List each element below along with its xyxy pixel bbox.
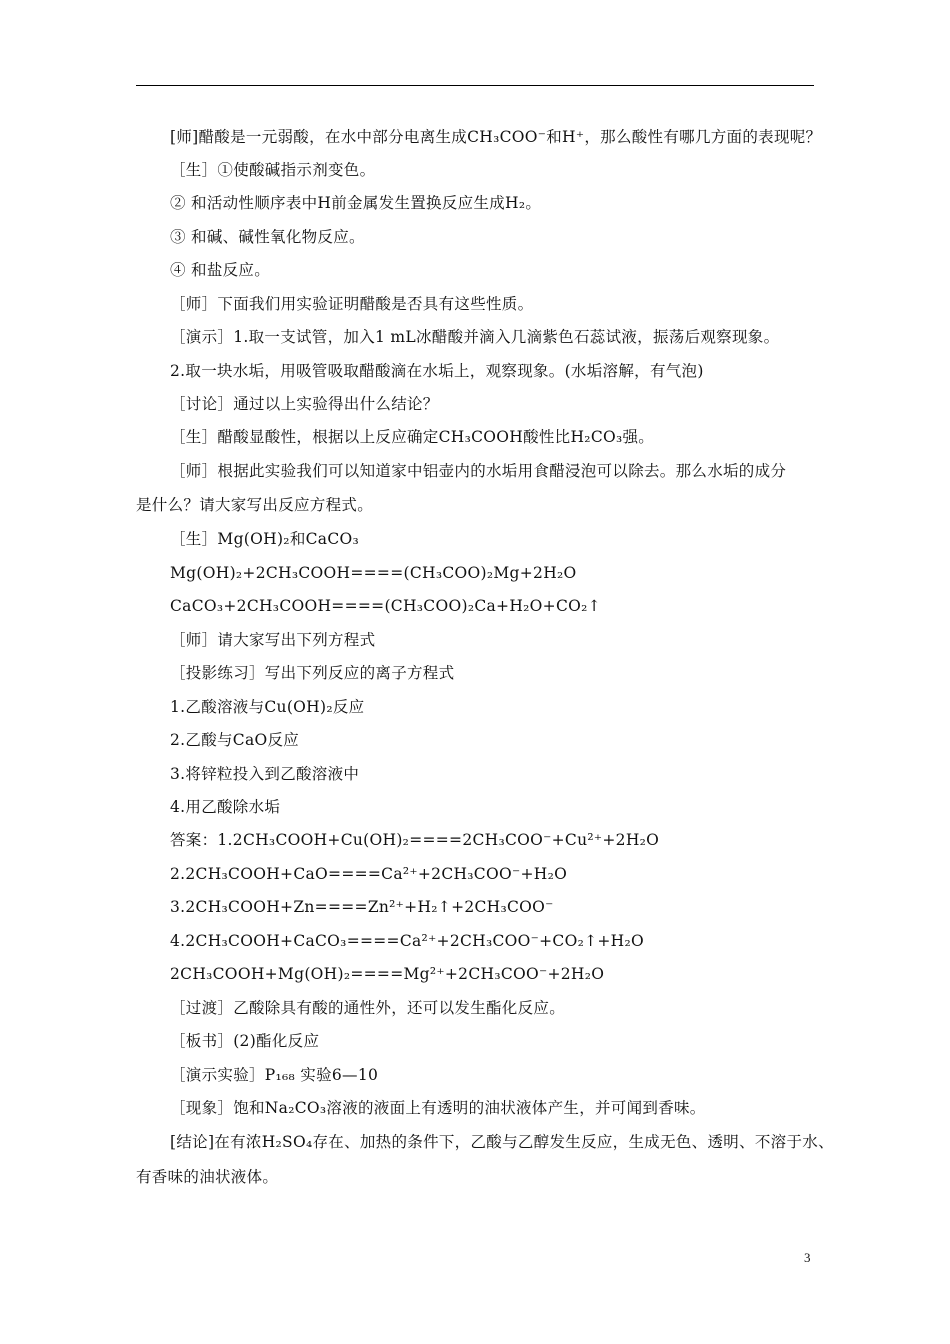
text-line: ［生］醋酸显酸性，根据以上反应确定CH₃COOH酸性比H₂CO₃强。 [170,428,655,446]
header-rule [136,85,814,86]
equation-line: 4.2CH₃COOH+CaCO₃====Ca²⁺+2CH₃COO⁻+CO₂↑+H₂O [170,932,645,950]
text-line: 4.用乙酸除水垢 [170,798,281,816]
equation-line: CaCO₃+2CH₃COOH====(CH₃COO)₂Ca+H₂O+CO₂↑ [170,597,601,615]
text-line: ［生］①使酸碱指示剂变色。 [170,161,376,179]
text-line: ［投影练习］写出下列反应的离子方程式 [170,664,455,682]
text-line: ［师］请大家写出下列方程式 [170,631,376,649]
text-line: 3.将锌粒投入到乙酸溶液中 [170,765,360,783]
text-line: 1.乙酸溶液与Cu(OH)₂反应 [170,698,365,716]
text-line: ［师］下面我们用实验证明醋酸是否具有这些性质。 [170,295,534,313]
text-line: ［讨论］通过以上实验得出什么结论？ [170,395,439,413]
equation-line: Mg(OH)₂+2CH₃COOH====(CH₃COO)₂Mg+2H₂O [170,564,577,582]
text-line: 2.取一块水垢，用吸管吸取醋酸滴在水垢上，观察现象。(水垢溶解，有气泡) [170,362,704,380]
text-line: [结论]在有浓H₂SO₄存在、加热的条件下，乙酸与乙醇发生反应，生成无色、透明、不溶于水、 [170,1133,834,1151]
text-line: 是什么？请大家写出反应方程式。 [136,496,374,514]
text-line: ［过渡］乙酸除具有酸的通性外，还可以发生酯化反应。 [170,999,566,1017]
text-line: ④ 和盐反应。 [170,261,271,279]
text-line: ② 和活动性顺序表中H前金属发生置换反应生成H₂。 [170,194,542,212]
text-line: 有香味的油状液体。 [136,1168,279,1186]
equation-line: 2.2CH₃COOH+CaO====Ca²⁺+2CH₃COO⁻+H₂O [170,865,568,883]
text-line: ［演示实验］P₁₆₈ 实验6—10 [170,1066,379,1084]
text-line: ［现象］饱和Na₂CO₃溶液的液面上有透明的油状液体产生，并可闻到香味。 [170,1099,706,1117]
text-line: 2.乙酸与CaO反应 [170,731,300,749]
text-line: ③ 和碱、碱性氧化物反应。 [170,228,365,246]
equation-line: 2CH₃COOH+Mg(OH)₂====Mg²⁺+2CH₃COO⁻+2H₂O [170,965,605,983]
text-line: ［生］Mg(OH)₂和CaCO₃ [170,530,360,548]
equation-line: 3.2CH₃COOH+Zn====Zn²⁺+H₂↑+2CH₃COO⁻ [170,898,554,916]
equation-line: 答案：1.2CH₃COOH+Cu(OH)₂====2CH₃COO⁻+Cu²⁺+2H₂O [170,831,660,849]
text-line: ［板书］(2)酯化反应 [170,1032,320,1050]
text-line: ［演示］1.取一支试管，加入1 mL冰醋酸并滴入几滴紫色石蕊试液，振荡后观察现象。 [170,328,780,346]
text-line: [师]醋酸是一元弱酸，在水中部分电离生成CH₃COO⁻和H⁺，那么酸性有哪几方面的表现呢？ [170,128,822,146]
page-number: 3 [804,1250,811,1265]
text-line: ［师］根据此实验我们可以知道家中铝壶内的水垢用食醋浸泡可以除去。那么水垢的成分 [170,462,787,480]
